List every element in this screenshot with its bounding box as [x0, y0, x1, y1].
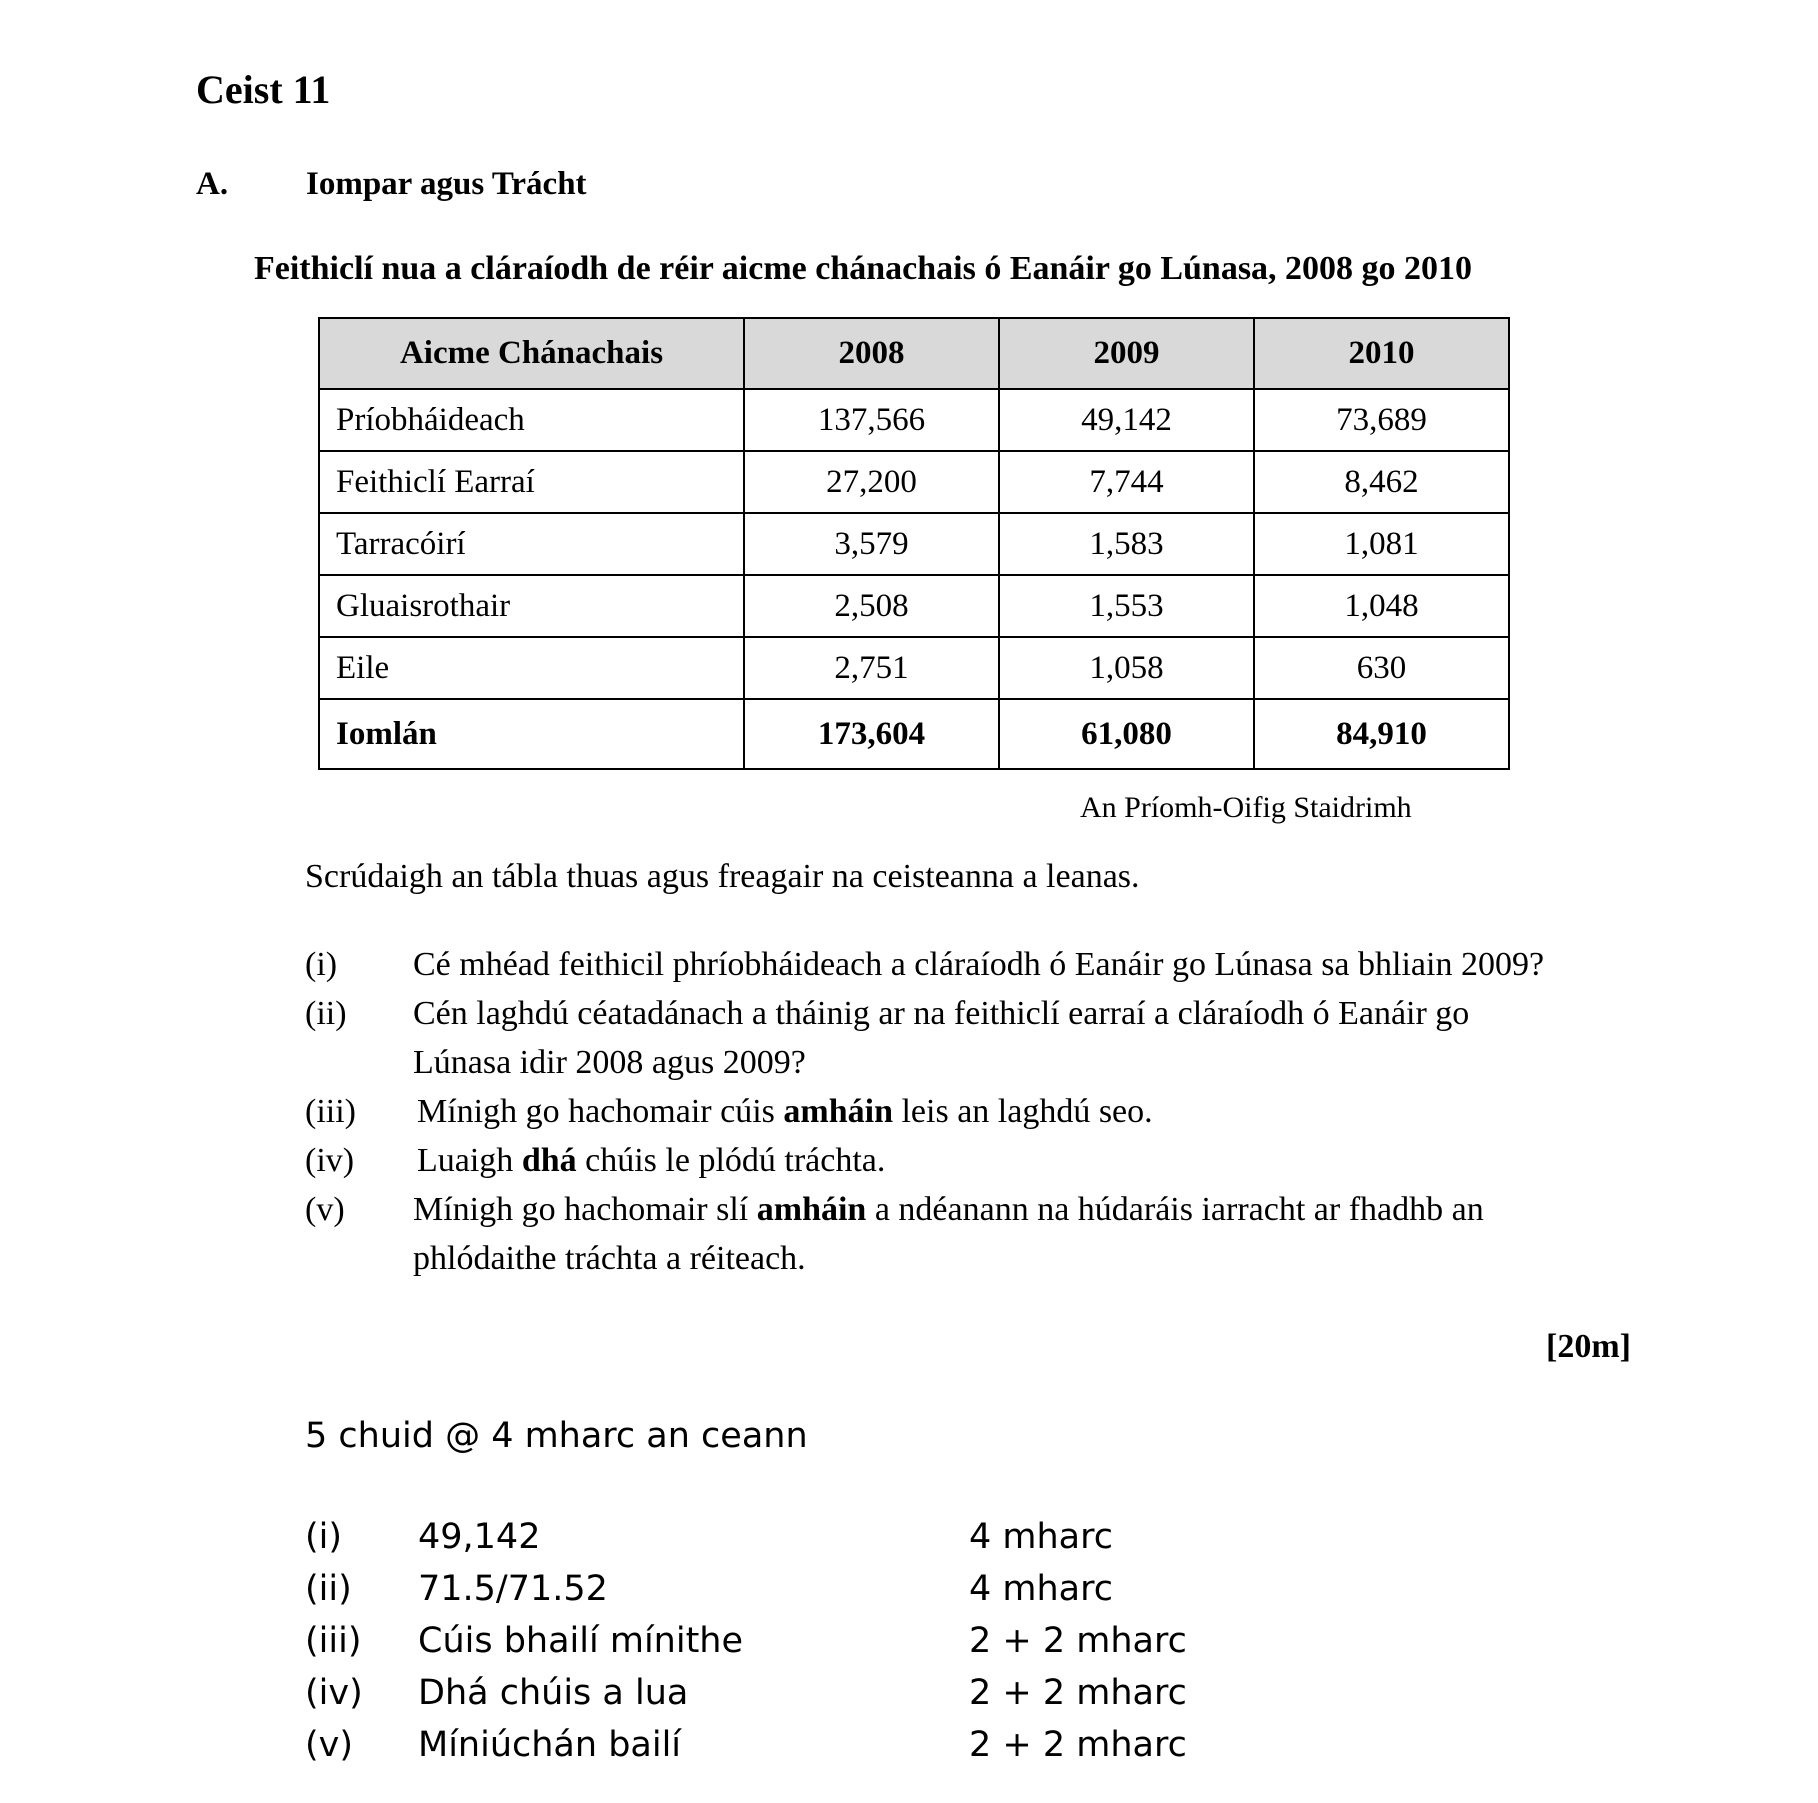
scheme-row	[305, 1725, 1405, 1775]
question-text: Luaigh dhá chúis le plódú tráchta.	[417, 1142, 886, 1179]
question-text: Cé mhéad feithicil phríobháideach a cláraíodh ó Eanáir go Lúnasa sa bhliain 2009?	[413, 946, 1545, 983]
cell-2008: 2,751	[744, 637, 999, 699]
scheme-answer: Dhá chúis a lua	[418, 1673, 689, 1713]
total-2008: 173,604	[744, 699, 999, 769]
row-label: Tarracóirí	[319, 513, 744, 575]
scheme-answer: Cúis bhailí mínithe	[418, 1621, 744, 1661]
scheme-marks: 2 + 2 mharc	[969, 1725, 1187, 1765]
question-number: (i)	[305, 946, 338, 983]
cell-2008: 137,566	[744, 389, 999, 451]
scheme-number: (ii)	[305, 1569, 352, 1609]
total-marks: [20m]	[1546, 1328, 1631, 1365]
cell-2010: 73,689	[1254, 389, 1509, 451]
question-number: (iv)	[305, 1142, 355, 1179]
scheme-answer: 49,142	[418, 1517, 541, 1557]
scheme-row	[305, 1673, 1405, 1723]
table-header-row	[319, 318, 1509, 389]
vehicle-registration-table	[318, 317, 1510, 770]
scheme-row	[305, 1569, 1405, 1619]
instruction-text: Scrúdaigh an tábla thuas agus freagair na ceisteanna a leanas.	[305, 858, 1140, 895]
cell-2009: 49,142	[999, 389, 1254, 451]
emphasis: dhá	[521, 1142, 577, 1179]
scheme-marks: 4 mharc	[969, 1569, 1113, 1609]
cell-2010: 1,081	[1254, 513, 1509, 575]
section-title: Iompar agus Trácht	[306, 166, 587, 202]
question-text: Mínigh go hachomair cúis amháin leis an laghdú seo.	[417, 1093, 1153, 1130]
emphasis: amháin	[783, 1093, 893, 1130]
table-source: An Príomh-Oifig Staidrimh	[1080, 791, 1412, 824]
cell-2010: 1,048	[1254, 575, 1509, 637]
scheme-marks: 4 mharc	[969, 1517, 1113, 1557]
header-2009: 2009	[999, 318, 1254, 389]
row-label: Eile	[319, 637, 744, 699]
cell-2010: 630	[1254, 637, 1509, 699]
row-label: Feithiclí Earraí	[319, 451, 744, 513]
cell-2009: 1,553	[999, 575, 1254, 637]
emphasis: amháin	[756, 1191, 867, 1228]
scheme-row	[305, 1517, 1405, 1567]
table-row	[319, 389, 1509, 451]
table-row	[319, 451, 1509, 513]
question-item	[305, 940, 1725, 989]
cell-2008: 27,200	[744, 451, 999, 513]
question-item	[305, 989, 1725, 1087]
scheme-answer: 71.5/71.52	[418, 1569, 608, 1609]
cell-2010: 8,462	[1254, 451, 1509, 513]
scheme-number: (iv)	[305, 1673, 363, 1713]
table-caption: Feithiclí nua a cláraíodh de réir aicme chánachais ó Eanáir go Lúnasa, 2008 go 2010	[254, 250, 1473, 287]
question-text: Mínigh go hachomair slí amháin a ndéanann na húdaráis iarracht ar fhadhb an	[413, 1191, 1484, 1228]
total-2010: 84,910	[1254, 699, 1509, 769]
row-label: Príobháideach	[319, 389, 744, 451]
question-item	[305, 1087, 1725, 1136]
header-2008: 2008	[744, 318, 999, 389]
scheme-number: (v)	[305, 1725, 354, 1765]
scheme-marks: 2 + 2 mharc	[969, 1621, 1187, 1661]
table-total-row	[319, 699, 1509, 769]
cell-2008: 2,508	[744, 575, 999, 637]
question-number: (iii)	[305, 1093, 356, 1130]
scheme-number: (iii)	[305, 1621, 362, 1661]
question-number: (ii)	[305, 995, 347, 1032]
table-row	[319, 575, 1509, 637]
table-row	[319, 513, 1509, 575]
header-tax-class: Aicme Chánachais	[319, 318, 744, 389]
header-2010: 2010	[1254, 318, 1509, 389]
scheme-row	[305, 1621, 1405, 1671]
question-number: (v)	[305, 1191, 345, 1228]
question-text-continued: Lúnasa idir 2008 agus 2009?	[413, 1044, 806, 1081]
cell-2009: 1,058	[999, 637, 1254, 699]
scheme-answer: Míniúchán bailí	[418, 1725, 682, 1765]
cell-2008: 3,579	[744, 513, 999, 575]
scheme-marks: 2 + 2 mharc	[969, 1673, 1187, 1713]
total-label: Iomlán	[319, 699, 744, 769]
question-item	[305, 1185, 1725, 1283]
total-2009: 61,080	[999, 699, 1254, 769]
question-text: Cén laghdú céatadánach a tháinig ar na feithiclí earraí a cláraíodh ó Eanáir go	[413, 995, 1470, 1032]
row-label: Gluaisrothair	[319, 575, 744, 637]
question-title: Ceist 11	[196, 67, 331, 112]
cell-2009: 1,583	[999, 513, 1254, 575]
table-row	[319, 637, 1509, 699]
scheme-number: (i)	[305, 1517, 343, 1557]
cell-2009: 7,744	[999, 451, 1254, 513]
question-item	[305, 1136, 1725, 1185]
scheme-intro: 5 chuid @ 4 mharc an ceann	[305, 1416, 808, 1456]
question-text-continued: phlódaithe tráchta a réiteach.	[413, 1240, 806, 1277]
section-letter: A.	[196, 166, 229, 202]
